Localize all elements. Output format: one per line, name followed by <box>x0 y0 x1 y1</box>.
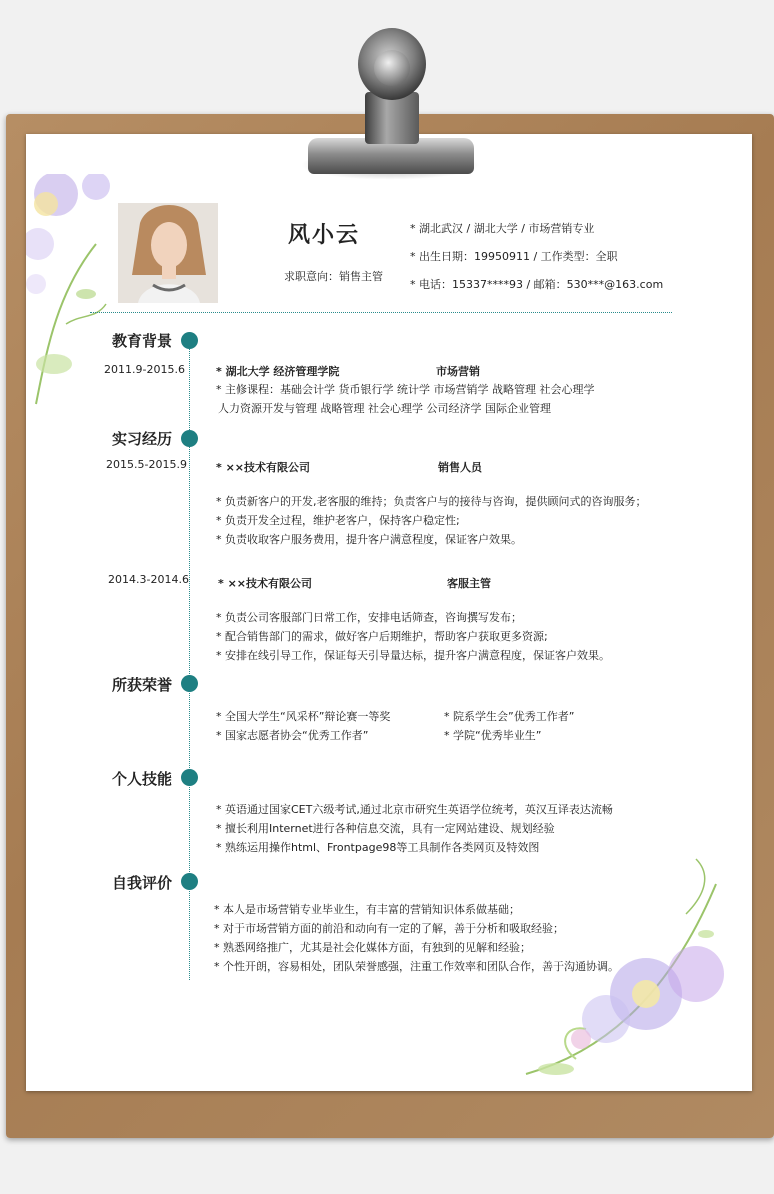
job-company: * ××技术有限公司 <box>216 461 311 474</box>
skill-item: * 擅长利用Internet进行各种信息交流，具有一定网站建设、规划经验 <box>216 822 555 835</box>
timeline-dot <box>181 873 198 890</box>
job-intent: 求职意向：销售主管 <box>284 270 383 283</box>
honor-item: * 学院“优秀毕业生” <box>444 729 542 742</box>
timeline-dot <box>181 769 198 786</box>
education-date: 2011.9-2015.6 <box>104 363 185 376</box>
job-position: 销售人员 <box>438 461 482 474</box>
resume-paper <box>26 134 752 1091</box>
education-courses: * 主修课程：基础会计学 货币银行学 统计学 市场营销学 战略管理 社会心理学 <box>216 383 595 396</box>
timeline-dot <box>181 430 198 447</box>
self-eval-item: * 熟悉网络推广，尤其是社会化媒体方面，有独到的见解和经验； <box>214 941 531 954</box>
education-major: 市场营销 <box>436 365 480 378</box>
job-duty: * 负责公司客服部门日常工作，安排电话筛查，咨询撰写发布； <box>216 611 522 624</box>
education-school: * 湖北大学 经济管理学院 <box>216 365 340 378</box>
honor-item: * 全国大学生“风采杯”辩论赛一等奖 <box>216 710 391 723</box>
job-duty: * 配合销售部门的需求，做好客户后期维护，帮助客户获取更多资源; <box>216 630 548 643</box>
binder-clip-hole <box>374 50 410 86</box>
self-eval-item: * 个性开朗，容易相处，团队荣誉感强，注重工作效率和团队合作，善于沟通协调。 <box>214 960 619 973</box>
honor-item: * 国家志愿者协会“优秀工作者” <box>216 729 369 742</box>
job-date: 2014.3-2014.6 <box>108 573 189 586</box>
job-duty: * 负责开发全过程，维护老客户，保持客户稳定性; <box>216 514 460 527</box>
job-date: 2015.5-2015.9 <box>106 458 187 471</box>
section-title-honors: 所获荣誉 <box>112 676 173 694</box>
job-position: 客服主管 <box>447 577 491 590</box>
section-title-skills: 个人技能 <box>112 770 173 788</box>
section-title-internship: 实习经历 <box>112 430 173 448</box>
skill-item: * 英语通过国家CET六级考试,通过北京市研究生英语学位统考，英汉互译表达流畅 <box>216 803 613 816</box>
job-duty: * 安排在线引导工作，保证每天引导量达标，提升客户满意程度，保证客户效果。 <box>216 649 610 662</box>
header-divider <box>90 312 672 313</box>
education-courses: 人力资源开发与管理 战略管理 社会心理学 公司经济学 国际企业管理 <box>218 402 551 415</box>
timeline-dot <box>181 675 198 692</box>
skill-item: * 熟练运用操作html、Frontpage98等工具制作各类网页及特效图 <box>216 841 540 854</box>
self-eval-item: * 本人是市场营销专业毕业生，有丰富的营销知识体系做基础； <box>214 903 520 916</box>
candidate-name: 风小云 <box>288 223 361 248</box>
timeline-dot <box>181 332 198 349</box>
section-title-self-evaluation: 自我评价 <box>112 874 173 892</box>
job-company: * ××技术有限公司 <box>218 577 313 590</box>
honor-item: * 院系学生会”优秀工作者” <box>444 710 575 723</box>
info-line-birth: * 出生日期：19950911 / 工作类型：全职 <box>410 250 618 263</box>
job-duty: * 负责新客户的开发,老客服的维持；负责客户与的接待与咨询，提供顾问式的咨询服务； <box>216 495 647 508</box>
job-duty: * 负责收取客户服务费用，提升客户满意程度，保证客户效果。 <box>216 533 522 546</box>
profile-photo <box>118 203 218 303</box>
info-line-contact: * 电话：15337****93 / 邮箱：530***@163.com <box>410 278 664 291</box>
info-line-location: * 湖北武汉 / 湖北大学 / 市场营销专业 <box>410 222 595 235</box>
self-eval-item: * 对于市场营销方面的前沿和动向有一定的了解，善于分析和吸取经验； <box>214 922 564 935</box>
section-title-education: 教育背景 <box>112 332 173 350</box>
